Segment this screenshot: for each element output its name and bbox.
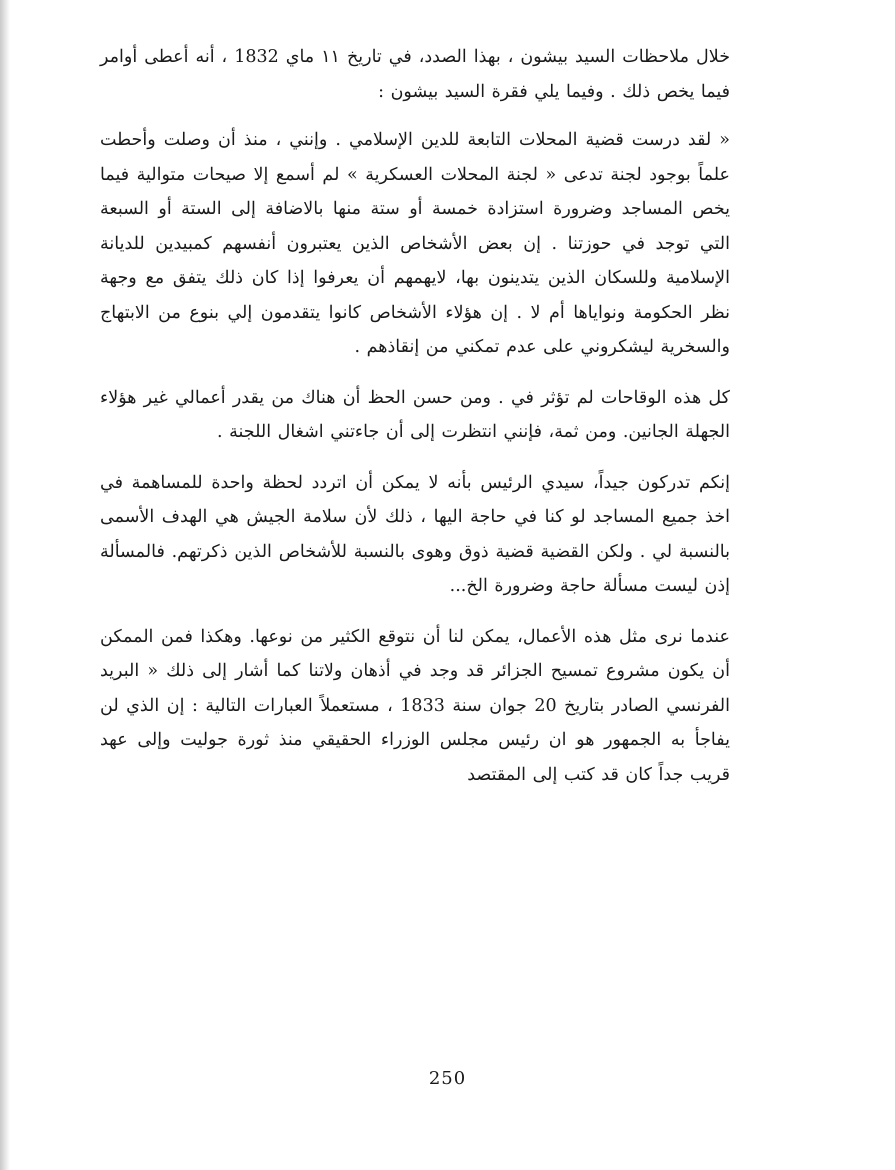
scan-edge-shadow [0, 0, 10, 1170]
paragraph-commentary: عندما نرى مثل هذه الأعمال، يمكن لنا أن نتوقع الكثير من نوعها. وهكذا فمن الممكن أن يكون مشروع تمسيح الجزائر قد وجد في أذهان ولاتنا كما أشار إلى ذلك « البريد الفرنسي الصادر بتاريخ 20 جوان سنة 1833 ، مستعملاً العبارات التالية : إن الذي لن يفاجأ به الجمهور هو ان رئيس مجلس الوزراء الحقيقي منذ ثورة جوليت وإلى عهد قريب جداً كان قد كتب إلى المقتصد [100, 626, 730, 785]
page-number: 250 [428, 1068, 467, 1089]
paragraph-quote-closing: إنكم تدركون جيداً، سيدي الرئيس بأنه لا يمكن أن اتردد لحظة واحدة للمساهمة في اخذ جميع المساجد لو كنا في حاجة اليها ، ذلك لأن سلامة الجيش هي الهدف الأسمى بالنسبة لي . ولكن القضية قضية ذوق وهوى بالنسبة للأشخاص الذين ذكرتهم. فالمسألة إذن ليست مسألة حاجة وضرورة الخ... [100, 472, 730, 596]
paragraph-quote-opening: « لقد درست قضية المحلات التابعة للدين الإسلامي . وإنني ، منذ أن وصلت وأحطت علماً بوجود لجنة تدعى « لجنة المحلات العسكرية » لم أسمع إلا صيحات متوالية فيما يخص المساجد وضرورة استزادة خمسة أو ستة منها بالاضافة إلى الستة أو السبعة التي توجد في حوزتنا . إن بعض الأشخاص الذين يعتبرون أنفسهم كمبيدين للديانة الإسلامية وللسكان الذين يتدينون بها، لايهمهم أن يعرفوا إذا كان ذلك يتفق مع وجهة نظر الحكومة ونواياها أم لا . إن هؤلاء الأشخاص كانوا يتقدمون إلي بنوع من الابتهاج والسخرية ليشكروني على عدم تمكني من إنقاذهم . [100, 130, 730, 357]
page-body [100, 40, 730, 808]
paragraph-intro: خلال ملاحظات السيد بيشون ، بهذا الصدد، في تاريخ ١١ ماي 1832 ، أنه أعطى أوامر فيما يخص ذلك . وفيما يلي فقرة السيد بيشون : [100, 47, 731, 102]
paragraph-quote-continuation: كل هذه الوقاحات لم تؤثر في . ومن حسن الحظ أن هناك من يقدر أعمالي غير هؤلاء الجهلة الجانين. ومن ثمة، فإنني انتظرت إلى أن جاءتني اشغال اللجنة . [100, 387, 730, 442]
